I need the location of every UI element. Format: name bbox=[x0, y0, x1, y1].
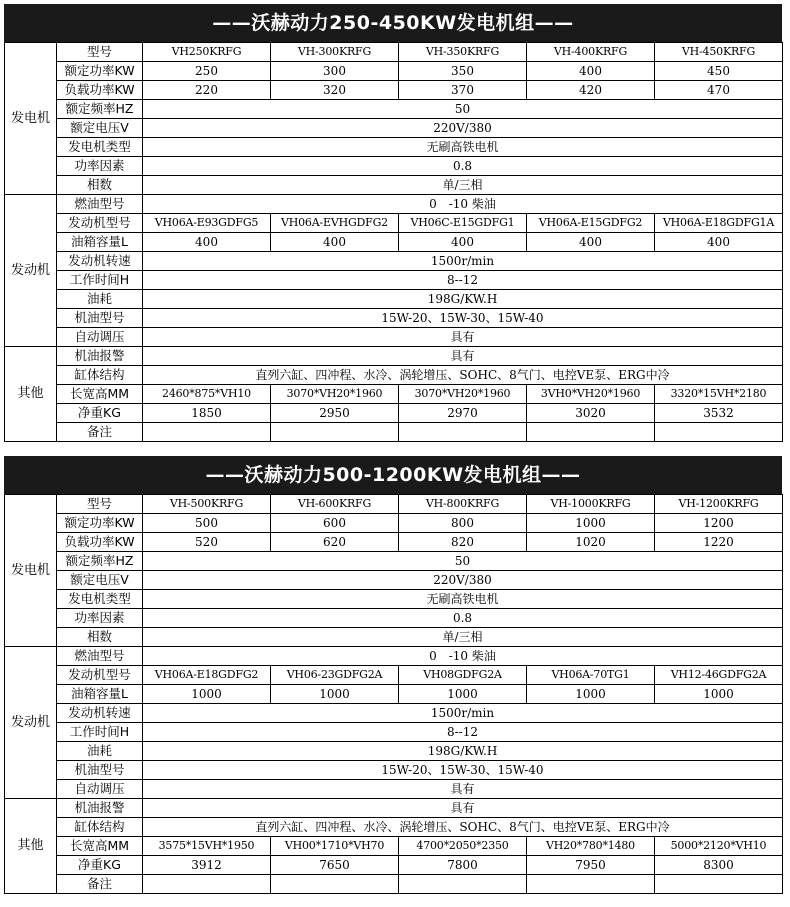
group-generator: 发电机 bbox=[5, 43, 57, 195]
value-cell: 1000 bbox=[527, 685, 655, 704]
value-cell: 50 bbox=[143, 100, 783, 119]
table-row bbox=[5, 704, 783, 723]
dims-cell: 2460*875*VH10 bbox=[143, 385, 271, 404]
row-label: 工作时间H bbox=[57, 723, 143, 742]
value-cell: 820 bbox=[399, 533, 527, 552]
value-cell: 8300 bbox=[655, 856, 783, 875]
table-row bbox=[5, 514, 783, 533]
value-cell: 1850 bbox=[143, 404, 271, 423]
row-label: 发电机类型 bbox=[57, 138, 143, 157]
value-cell: 具有 bbox=[143, 347, 783, 366]
engine-model-cell: VH06A-E15GDFG2 bbox=[527, 214, 655, 233]
row-label: 型号 bbox=[57, 43, 143, 62]
value-cell: 0.8 bbox=[143, 609, 783, 628]
value-cell: 7950 bbox=[527, 856, 655, 875]
value-cell: 600 bbox=[271, 514, 399, 533]
dims-cell: 5000*2120*VH10 bbox=[655, 837, 783, 856]
value-cell: 420 bbox=[527, 81, 655, 100]
engine-model-cell: VH06A-E18GDFG2 bbox=[143, 666, 271, 685]
table-row bbox=[5, 837, 783, 856]
dims-cell: VH20*780*1480 bbox=[527, 837, 655, 856]
table-row bbox=[5, 195, 783, 214]
value-cell: 7650 bbox=[271, 856, 399, 875]
value-cell: 370 bbox=[399, 81, 527, 100]
value-cell: 1000 bbox=[655, 685, 783, 704]
row-label: 额定电压V bbox=[57, 119, 143, 138]
value-cell: 1220 bbox=[655, 533, 783, 552]
value-cell: 3020 bbox=[527, 404, 655, 423]
table-row bbox=[5, 723, 783, 742]
row-label: 缸体结构 bbox=[57, 818, 143, 837]
value-cell: 1500r/min bbox=[143, 704, 783, 723]
value-cell: 1500r/min bbox=[143, 252, 783, 271]
value-cell: 15W-20、15W-30、15W-40 bbox=[143, 309, 783, 328]
row-label: 功率因素 bbox=[57, 609, 143, 628]
value-cell: 620 bbox=[271, 533, 399, 552]
row-label: 长宽高MM bbox=[57, 837, 143, 856]
table-row bbox=[5, 571, 783, 590]
value-cell: 470 bbox=[655, 81, 783, 100]
row-label: 发动机转速 bbox=[57, 704, 143, 723]
engine-model-cell: VH06A-E93GDFG5 bbox=[143, 214, 271, 233]
spec-table bbox=[4, 494, 783, 894]
row-label: 燃油型号 bbox=[57, 195, 143, 214]
group-engine: 发动机 bbox=[5, 647, 57, 799]
value-cell: 800 bbox=[399, 514, 527, 533]
table-row bbox=[5, 875, 783, 894]
value-cell: 1200 bbox=[655, 514, 783, 533]
table-row bbox=[5, 252, 783, 271]
model-cell: VH-1000KRFG bbox=[527, 495, 655, 514]
value-cell: 8--12 bbox=[143, 723, 783, 742]
table-row bbox=[5, 404, 783, 423]
engine-model-cell: VH08GDFG2A bbox=[399, 666, 527, 685]
row-label: 备注 bbox=[57, 875, 143, 894]
notes-cell bbox=[527, 423, 655, 442]
value-cell: 1000 bbox=[143, 685, 271, 704]
value-cell: 350 bbox=[399, 62, 527, 81]
table-row bbox=[5, 666, 783, 685]
value-cell: 无刷高铁电机 bbox=[143, 138, 783, 157]
row-label: 油箱容量L bbox=[57, 685, 143, 704]
row-label: 发电机类型 bbox=[57, 590, 143, 609]
value-cell: 具有 bbox=[143, 780, 783, 799]
table-row bbox=[5, 81, 783, 100]
value-cell: 1000 bbox=[399, 685, 527, 704]
table-row bbox=[5, 647, 783, 666]
value-cell: 1000 bbox=[271, 685, 399, 704]
model-cell: VH-1200KRFG bbox=[655, 495, 783, 514]
value-cell: 直列六缸、四冲程、水冷、涡轮增压、SOHC、8气门、电控VE泵、ERG中冷 bbox=[143, 818, 783, 837]
row-label: 机油型号 bbox=[57, 761, 143, 780]
value-cell: 具有 bbox=[143, 328, 783, 347]
dims-cell: 3320*15VH*2180 bbox=[655, 385, 783, 404]
group-other: 其他 bbox=[5, 799, 57, 894]
value-cell: 198G/KW.H bbox=[143, 742, 783, 761]
group-engine: 发动机 bbox=[5, 195, 57, 347]
table-row bbox=[5, 271, 783, 290]
value-cell: 450 bbox=[655, 62, 783, 81]
row-label: 额定功率KW bbox=[57, 514, 143, 533]
row-label: 机油报警 bbox=[57, 799, 143, 818]
value-cell: 400 bbox=[527, 233, 655, 252]
row-label: 型号 bbox=[57, 495, 143, 514]
table-row bbox=[5, 761, 783, 780]
table-row bbox=[5, 43, 783, 62]
value-cell: 50 bbox=[143, 552, 783, 571]
notes-cell bbox=[143, 423, 271, 442]
value-cell: 0 -10 柴油 bbox=[143, 195, 783, 214]
table-row bbox=[5, 495, 783, 514]
value-cell: 220V/380 bbox=[143, 571, 783, 590]
row-label: 发动机转速 bbox=[57, 252, 143, 271]
row-label: 功率因素 bbox=[57, 157, 143, 176]
value-cell: 直列六缸、四冲程、水冷、涡轮增压、SOHC、8气门、电控VE泵、ERG中冷 bbox=[143, 366, 783, 385]
notes-cell bbox=[655, 875, 783, 894]
value-cell: 8--12 bbox=[143, 271, 783, 290]
table-title: ——沃赫动力250-450KW发电机组—— bbox=[4, 4, 782, 42]
value-cell: 3912 bbox=[143, 856, 271, 875]
table-row bbox=[5, 385, 783, 404]
notes-cell bbox=[399, 423, 527, 442]
table-row bbox=[5, 62, 783, 81]
value-cell: 400 bbox=[271, 233, 399, 252]
model-cell: VH-400KRFG bbox=[527, 43, 655, 62]
value-cell: 400 bbox=[655, 233, 783, 252]
spec-table-500-1200 bbox=[4, 456, 782, 894]
row-label: 机油型号 bbox=[57, 309, 143, 328]
table-row bbox=[5, 309, 783, 328]
row-label: 相数 bbox=[57, 628, 143, 647]
value-cell: 0.8 bbox=[143, 157, 783, 176]
table-row bbox=[5, 818, 783, 837]
table-row bbox=[5, 423, 783, 442]
row-label: 额定频率HZ bbox=[57, 100, 143, 119]
row-label: 备注 bbox=[57, 423, 143, 442]
row-label: 自动调压 bbox=[57, 780, 143, 799]
value-cell: 400 bbox=[143, 233, 271, 252]
row-label: 油箱容量L bbox=[57, 233, 143, 252]
dims-cell: 3575*15VH*1950 bbox=[143, 837, 271, 856]
table-row bbox=[5, 119, 783, 138]
table-row bbox=[5, 552, 783, 571]
row-label: 工作时间H bbox=[57, 271, 143, 290]
table-row bbox=[5, 799, 783, 818]
notes-cell bbox=[527, 875, 655, 894]
value-cell: 320 bbox=[271, 81, 399, 100]
row-label: 缸体结构 bbox=[57, 366, 143, 385]
table-row bbox=[5, 742, 783, 761]
row-label: 额定功率KW bbox=[57, 62, 143, 81]
model-cell: VH-600KRFG bbox=[271, 495, 399, 514]
table-row bbox=[5, 590, 783, 609]
table-row bbox=[5, 366, 783, 385]
row-label: 油耗 bbox=[57, 742, 143, 761]
engine-model-cell: VH06A-EVHGDFG2 bbox=[271, 214, 399, 233]
engine-model-cell: VH06A-E18GDFG1A bbox=[655, 214, 783, 233]
row-label: 负载功率KW bbox=[57, 81, 143, 100]
value-cell: 400 bbox=[527, 62, 655, 81]
spec-table bbox=[4, 42, 783, 442]
value-cell: 2950 bbox=[271, 404, 399, 423]
value-cell: 0 -10 柴油 bbox=[143, 647, 783, 666]
table-row bbox=[5, 347, 783, 366]
table-row bbox=[5, 138, 783, 157]
table-title: ——沃赫动力500-1200KW发电机组—— bbox=[4, 456, 782, 494]
value-cell: 400 bbox=[399, 233, 527, 252]
table-row bbox=[5, 533, 783, 552]
table-row bbox=[5, 214, 783, 233]
dims-cell: 3070*VH20*1960 bbox=[271, 385, 399, 404]
table-row bbox=[5, 609, 783, 628]
row-label: 自动调压 bbox=[57, 328, 143, 347]
row-label: 发动机型号 bbox=[57, 214, 143, 233]
row-label: 燃油型号 bbox=[57, 647, 143, 666]
table-row bbox=[5, 780, 783, 799]
table-row bbox=[5, 176, 783, 195]
dims-cell: 3VH0*VH20*1960 bbox=[527, 385, 655, 404]
table-row bbox=[5, 290, 783, 309]
group-generator: 发电机 bbox=[5, 495, 57, 647]
notes-cell bbox=[399, 875, 527, 894]
row-label: 额定频率HZ bbox=[57, 552, 143, 571]
model-cell: VH-450KRFG bbox=[655, 43, 783, 62]
table-row bbox=[5, 100, 783, 119]
row-label: 净重KG bbox=[57, 404, 143, 423]
row-label: 机油报警 bbox=[57, 347, 143, 366]
value-cell: 2970 bbox=[399, 404, 527, 423]
value-cell: 无刷高铁电机 bbox=[143, 590, 783, 609]
value-cell: 具有 bbox=[143, 799, 783, 818]
row-label: 发动机型号 bbox=[57, 666, 143, 685]
row-label: 额定电压V bbox=[57, 571, 143, 590]
row-label: 净重KG bbox=[57, 856, 143, 875]
value-cell: 单/三相 bbox=[143, 628, 783, 647]
row-label: 油耗 bbox=[57, 290, 143, 309]
value-cell: 220 bbox=[143, 81, 271, 100]
value-cell: 220V/380 bbox=[143, 119, 783, 138]
row-label: 负载功率KW bbox=[57, 533, 143, 552]
model-cell: VH-500KRFG bbox=[143, 495, 271, 514]
value-cell: 7800 bbox=[399, 856, 527, 875]
value-cell: 300 bbox=[271, 62, 399, 81]
spec-table-250-450 bbox=[4, 4, 782, 442]
group-other: 其他 bbox=[5, 347, 57, 442]
value-cell: 198G/KW.H bbox=[143, 290, 783, 309]
model-cell: VH250KRFG bbox=[143, 43, 271, 62]
value-cell: 1000 bbox=[527, 514, 655, 533]
row-label: 长宽高MM bbox=[57, 385, 143, 404]
value-cell: 520 bbox=[143, 533, 271, 552]
value-cell: 3532 bbox=[655, 404, 783, 423]
notes-cell bbox=[143, 875, 271, 894]
value-cell: 500 bbox=[143, 514, 271, 533]
engine-model-cell: VH06-23GDFG2A bbox=[271, 666, 399, 685]
dims-cell: VH00*1710*VH70 bbox=[271, 837, 399, 856]
model-cell: VH-350KRFG bbox=[399, 43, 527, 62]
engine-model-cell: VH06A-70TG1 bbox=[527, 666, 655, 685]
engine-model-cell: VH06C-E15GDFG1 bbox=[399, 214, 527, 233]
value-cell: 1020 bbox=[527, 533, 655, 552]
notes-cell bbox=[655, 423, 783, 442]
notes-cell bbox=[271, 875, 399, 894]
table-row bbox=[5, 233, 783, 252]
dims-cell: 3070*VH20*1960 bbox=[399, 385, 527, 404]
table-row bbox=[5, 157, 783, 176]
dims-cell: 4700*2050*2350 bbox=[399, 837, 527, 856]
table-row bbox=[5, 685, 783, 704]
value-cell: 单/三相 bbox=[143, 176, 783, 195]
value-cell: 15W-20、15W-30、15W-40 bbox=[143, 761, 783, 780]
model-cell: VH-300KRFG bbox=[271, 43, 399, 62]
table-row bbox=[5, 328, 783, 347]
notes-cell bbox=[271, 423, 399, 442]
value-cell: 250 bbox=[143, 62, 271, 81]
engine-model-cell: VH12-46GDFG2A bbox=[655, 666, 783, 685]
row-label: 相数 bbox=[57, 176, 143, 195]
model-cell: VH-800KRFG bbox=[399, 495, 527, 514]
table-row bbox=[5, 856, 783, 875]
table-row bbox=[5, 628, 783, 647]
